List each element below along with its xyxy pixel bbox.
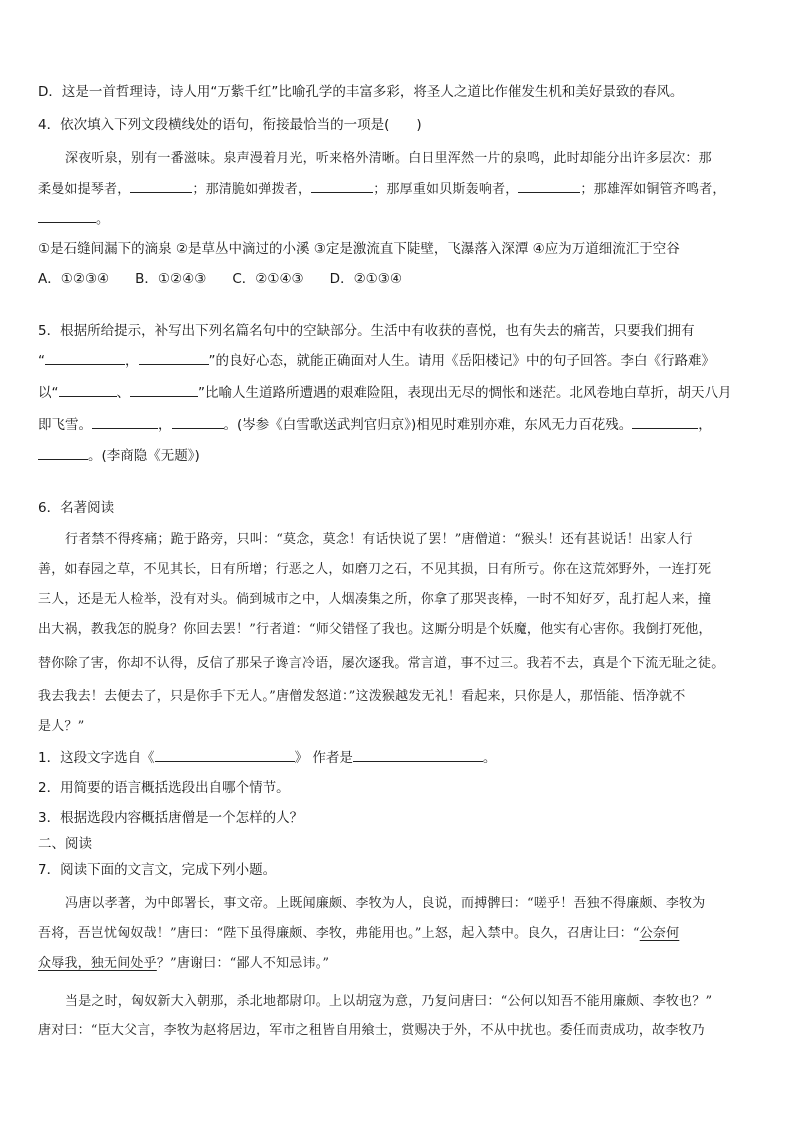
q6-sq1-text-a: 1．这段文字选自《 <box>38 750 155 766</box>
q6-passage-line-3: 三人，还是无人检举，没有对头。倘到城市之中，人烟凑集之所，你拿了那哭丧棒，一时不知好歹，乱打起人来，撞 <box>38 592 712 607</box>
q7-passage-line-1: 冯唐以孝著，为中郎署长，事文帝。上既闻廉颇、李牧为人，良说，而搏髀曰：“嗟乎！吾独不得廉颇、李牧为 <box>65 896 706 911</box>
q5-text-3a: 以“ <box>38 385 59 401</box>
q7-underlined-phrase-2: 众辱我，独无间处乎 <box>38 956 157 971</box>
q4-text-end: 。 <box>96 212 110 227</box>
q6-sq1-text-b: 》 作者是 <box>294 750 353 766</box>
q4-option-b[interactable]: B．①②④③ <box>135 271 207 287</box>
q6-blank-book[interactable] <box>155 749 295 762</box>
q6-title: 6．名著阅读 <box>38 500 115 516</box>
q7-underlined-phrase-1: 公奈何 <box>639 926 680 941</box>
q6-passage-line-1: 行者禁不得疼痛；跪于路旁，只叫：“莫念，莫念！有话快说了罢！”唐僧道：“猴头！还有甚说话！出家人行 <box>65 532 693 547</box>
q5-comma-1: ， <box>125 353 139 369</box>
q5-blank-4[interactable] <box>130 384 198 397</box>
q5-blank-8[interactable] <box>38 447 88 460</box>
q5-blank-2[interactable] <box>139 352 209 365</box>
q5-line-4 <box>38 416 712 434</box>
q5-text-5: 。(李商隐《无题》) <box>88 448 200 464</box>
q5-text-4c: 。(岑参《白雪歌送武判官归京》)相见时难别亦难，东风无力百花残。 <box>223 417 633 433</box>
q4-blank-4[interactable] <box>38 210 96 223</box>
q5-comma-4d: ， <box>698 417 712 433</box>
q4-text-d: ；那雄浑如铜管齐鸣者， <box>580 182 726 197</box>
q4-stem: 4．依次填入下列文段横线处的语句，衔接最恰当的一项是( ) <box>38 117 422 133</box>
q6-passage-line-7: 是人？” <box>38 719 85 734</box>
q6-subquestion-2: 2．用简要的语言概括选段出自哪个情节。 <box>38 780 290 796</box>
q5-line-5 <box>38 447 200 465</box>
q5-quote-open: “ <box>38 353 45 369</box>
q4-blank-2[interactable] <box>311 180 373 193</box>
q4-option-a[interactable]: A．①②③④ <box>38 271 110 287</box>
q4-passage-line-2 <box>38 180 726 199</box>
q7-passage-line-2 <box>38 925 679 943</box>
q5-blank-1[interactable] <box>45 352 125 365</box>
q7-stem: 7．阅读下面的文言文，完成下列小题。 <box>38 862 277 878</box>
q5-text-3c: ”比喻人生道路所遭遇的艰难险阻，表现出无尽的惆怅和迷茫。北风卷地白草折，胡天八月 <box>198 385 732 401</box>
q7-passage-line-5: 唐对曰：“臣大父言，李牧为赵将居边，军市之租皆自用飨士，赏赐决于外，不从中扰也。委任而责成功，故李牧乃 <box>38 1023 705 1038</box>
q4-items: ①是石缝间漏下的滴泉 ②是草丛中滴过的小溪 ③定是激流直下陡壁，飞瀑落入深潭 ④应为万道细流汇于空谷 <box>38 241 680 257</box>
q3-option-d: D．这是一首哲理诗，诗人用“万紫千红”比喻孔学的丰富多彩，将圣人之道比作催发生机和美好景致的春风。 <box>38 84 684 100</box>
q4-option-d[interactable]: D．②①③④ <box>329 271 402 287</box>
q4-text-c: ；那厚重如贝斯轰响者， <box>373 182 519 197</box>
q5-line-1: 5．根据所给提示，补写出下列名篇名句中的空缺部分。生活中有收获的喜悦，也有失去的痛苦，只要我们拥有 <box>38 323 695 339</box>
q4-passage-line-3 <box>38 210 109 229</box>
q4-blank-3[interactable] <box>518 180 580 193</box>
q5-blank-3[interactable] <box>59 384 117 397</box>
q5-blank-6[interactable] <box>172 416 224 429</box>
q7-passage-line-4: 当是之时，匈奴新大入朝那，杀北地都尉卬。上以胡寇为意，乃复问唐曰：“公何以知吾不能用廉颇、李牧也？” <box>65 994 713 1009</box>
q5-blank-5[interactable] <box>92 416 158 429</box>
q4-text-b: ；那清脆如弹拨者， <box>192 182 312 197</box>
q4-blank-1[interactable] <box>130 180 192 193</box>
q5-line-3 <box>38 384 732 402</box>
q7-passage-line-3 <box>38 955 329 973</box>
q5-sep-3: 、 <box>116 385 130 401</box>
q7-line-2-text: 吾将，吾岂忧匈奴哉！”唐曰：“陛下虽得廉颇、李牧，弗能用也。”上怒，起入禁中。良久，召唐让曰：“ <box>38 926 640 941</box>
q4-option-c[interactable]: C．②①④③ <box>232 271 304 287</box>
q6-blank-author[interactable] <box>353 749 483 762</box>
q4-options <box>38 270 402 288</box>
q6-sq1-text-c: 。 <box>482 750 497 766</box>
q6-passage-line-4: 出大祸，教我怎的脱身？你回去罢！”行者道：“师父错怪了我也。这厮分明是个妖魔，他实有心害你。我倒打死他， <box>38 622 712 637</box>
q6-subquestion-1 <box>38 749 496 767</box>
section-2-heading: 二、阅读 <box>38 836 92 852</box>
q5-text-4a: 即飞雪。 <box>38 417 92 433</box>
q7-line-3-text: ？”唐谢曰：“鄙人不知忌讳。” <box>156 956 330 971</box>
q6-subquestion-3: 3．根据选段内容概括唐僧是一个怎样的人？ <box>38 810 304 826</box>
q6-passage-line-5: 替你除了害，你却不认得，反信了那呆子谗言冷语，屡次逐我。常言道，事不过三。我若不去，真是个下流无耻之徒。 <box>38 656 725 671</box>
q5-text-2: ”的良好心态，就能正确面对人生。请用《岳阳楼记》中的句子回答。李白《行路难》 <box>208 353 715 369</box>
q4-text-a: 柔曼如提琴者， <box>38 182 131 197</box>
q5-blank-7[interactable] <box>632 416 698 429</box>
q5-comma-4: ， <box>158 417 172 433</box>
q6-passage-line-6: 我去我去！去便去了，只是你手下无人。”唐僧发怒道：”这泼猴越发无礼！看起来，只你是人，那悟能、悟净就不 <box>38 689 686 704</box>
q4-passage-line-1: 深夜听泉，别有一番滋味。泉声漫着月光，听来格外清晰。白日里浑然一片的泉鸣，此时却能分出许多层次：那 <box>65 151 712 166</box>
q5-line-2 <box>38 352 715 370</box>
q6-passage-line-2: 善，如春园之草，不见其长，日有所增；行恶之人，如磨刀之石，不见其损，日有所亏。你在这荒郊野外，一连打死 <box>38 562 712 577</box>
